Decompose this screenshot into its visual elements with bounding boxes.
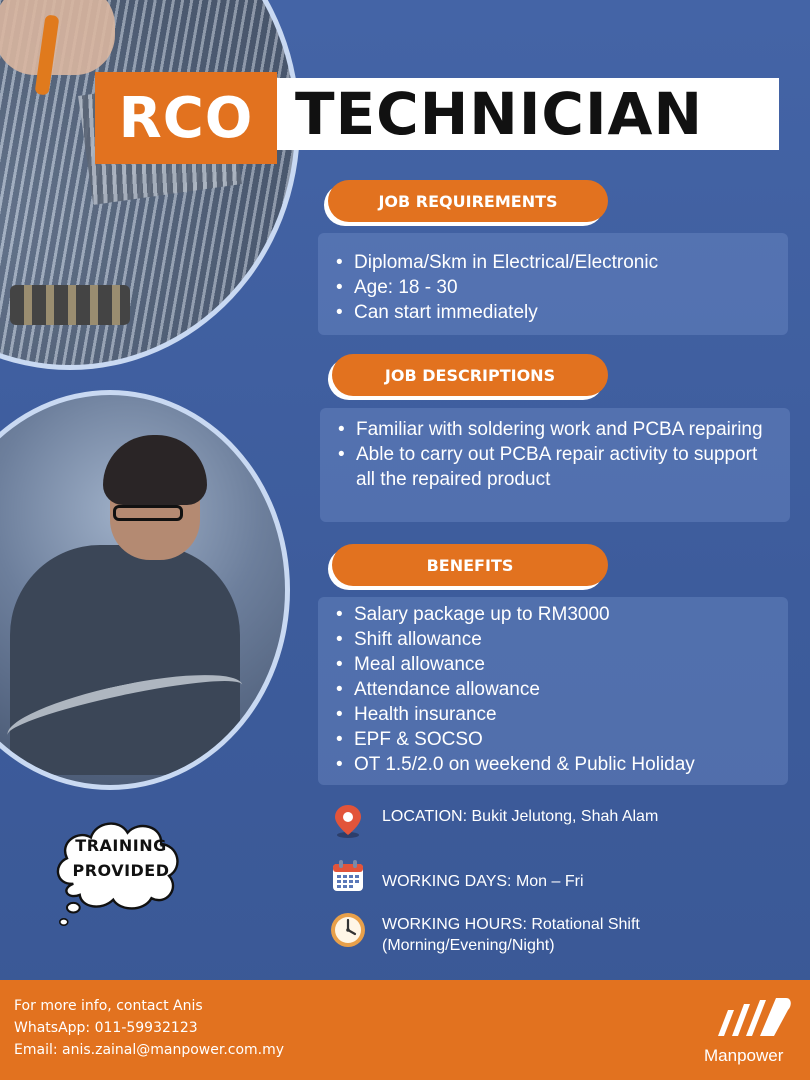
working-days-text: WORKING DAYS: Mon – Fri [382,873,584,890]
capacitors-shape [10,285,130,325]
benefits-panel [318,597,788,785]
cloud-line-1: TRAINING [75,836,167,855]
clock-icon [330,912,366,948]
list-item: • EPF & SOCSO [336,727,770,752]
benefits-heading: BENEFITS [332,544,608,586]
contact-block [14,995,284,1061]
requirements-heading: JOB REQUIREMENTS [328,180,608,222]
contact-line: For more info, contact Anis [14,998,203,1014]
descriptions-panel [320,408,790,522]
requirements-panel [318,233,788,335]
descriptions-heading: JOB DESCRIPTIONS [332,354,608,396]
whatsapp-text[interactable]: WhatsApp: 011-59932123 [14,1020,198,1036]
location-text: LOCATION: Bukit Jelutong, Shah Alam [382,808,659,825]
job-title [95,72,703,164]
list-item: • Attendance allowance [336,677,770,702]
location-pin-icon [330,803,366,839]
worker-hair-shape [103,435,207,505]
list-item: • Familiar with soldering work and PCBA repairing [338,417,772,442]
brand-name: Manpower [704,1046,784,1065]
list-item: • OT 1.5/2.0 on weekend & Public Holiday [336,752,770,777]
hand-shape [0,0,115,75]
list-item: • Can start immediately [336,300,770,325]
list-item: • Salary package up to RM3000 [336,602,770,627]
title-technician: TECHNICIAN [277,78,779,150]
title-rco: RCO [95,72,277,164]
worker-glasses-shape [113,505,183,521]
list-item: • Able to carry out PCBA repair activity to support all the repaired product [338,442,772,492]
email-text[interactable]: Email: anis.zainal@manpower.com.my [14,1042,285,1058]
training-provided-label [40,833,202,883]
list-item: • Shift allowance [336,627,770,652]
list-item: • Age: 18 - 30 [336,275,770,300]
list-item: • Health insurance [336,702,770,727]
calendar-icon [330,858,366,894]
manpower-logo-icon [714,996,794,1040]
list-item: • Diploma/Skm in Electrical/Electronic [336,250,770,275]
working-hours-text: WORKING HOURS: Rotational Shift (Morning/Evening/Night) [382,916,640,954]
list-item: • Meal allowance [336,652,770,677]
cloud-line-2: PROVIDED [72,861,170,880]
